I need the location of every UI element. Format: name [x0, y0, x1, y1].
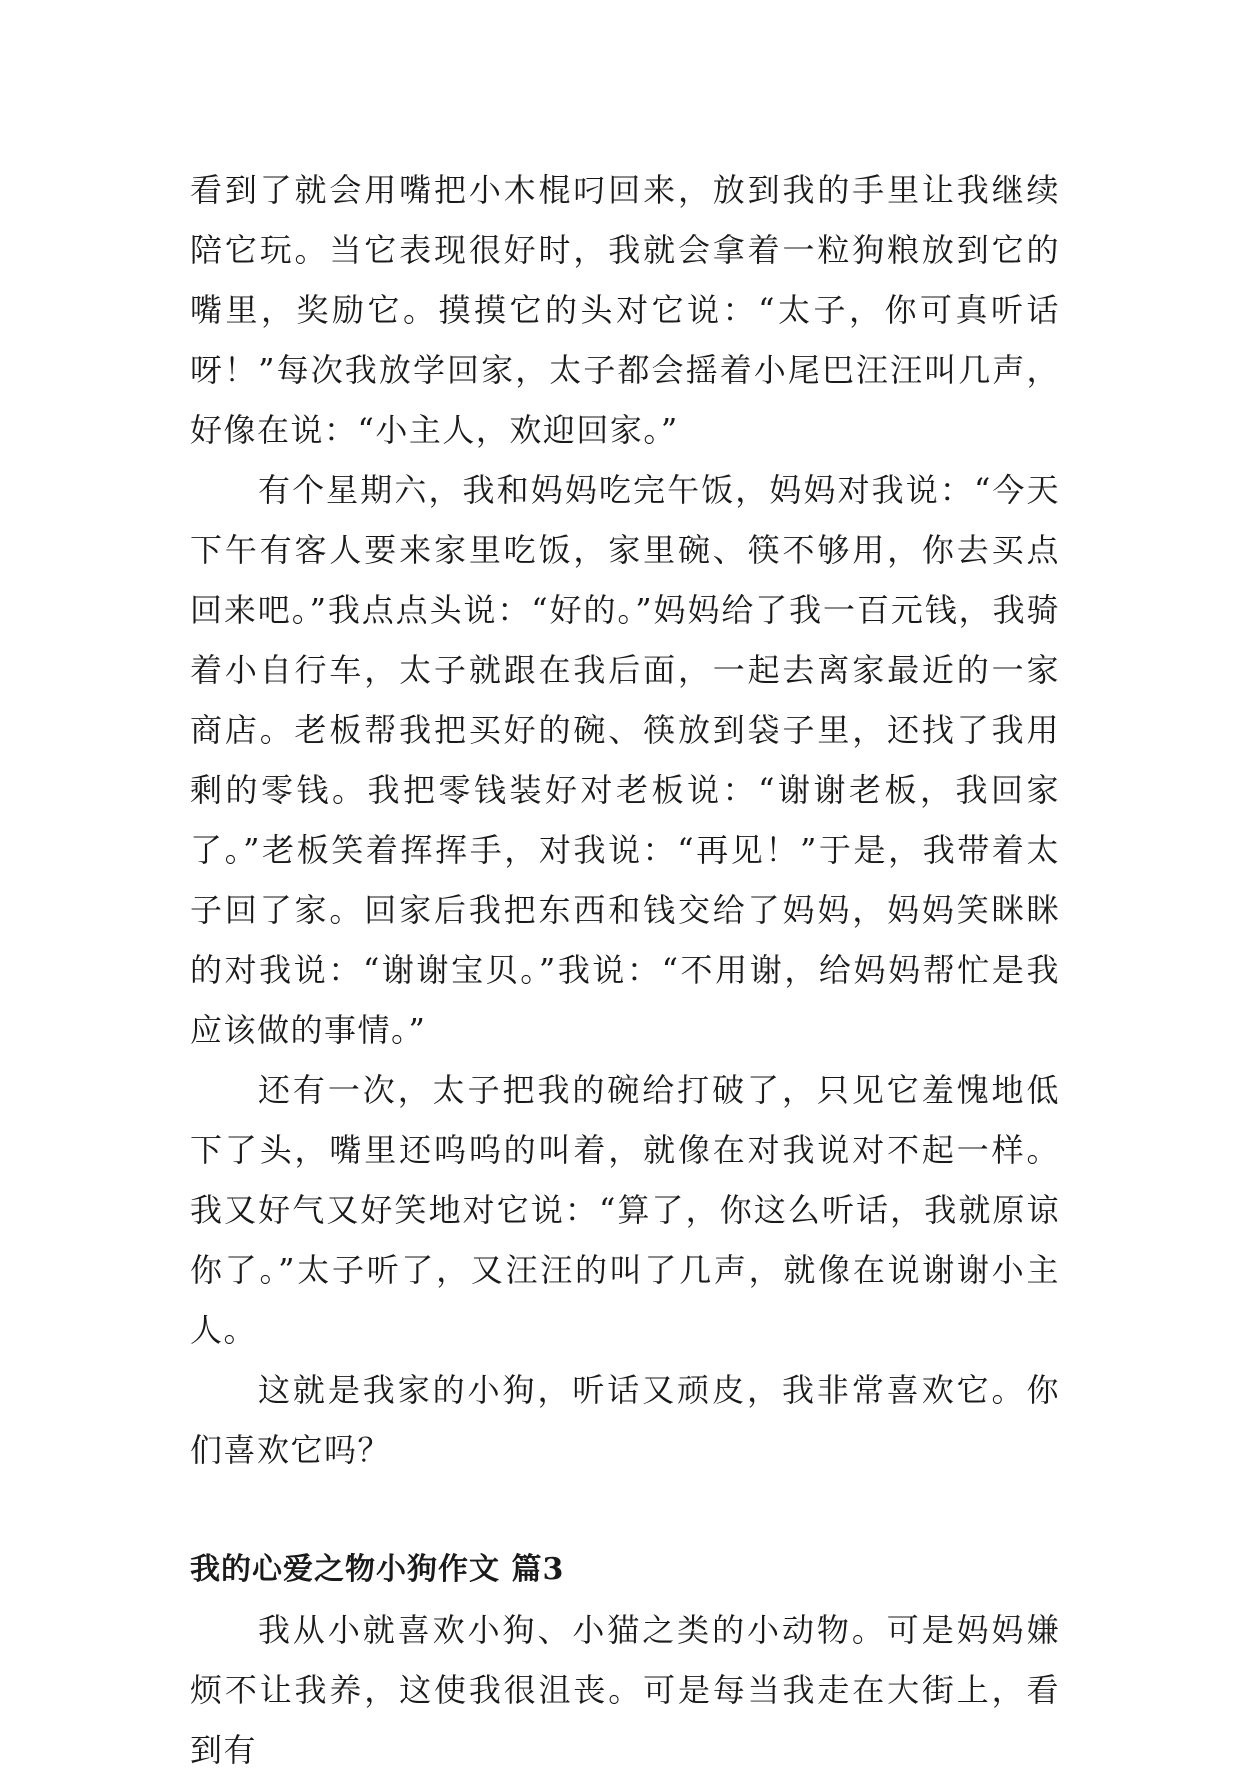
paragraph-continued: 看到了就会用嘴把小木棍叼回来，放到我的手里让我继续陪它玩。当它表现很好时，我就会拿着一粒狗粮放到它的嘴里，奖励它。摸摸它的头对它说：“太子，你可真听话呀！”每次我放学回家，太子都会摇着小尾巴汪汪叫几声，好像在说：“小主人，欢迎回家。” [190, 171, 1060, 449]
section-heading: 我的心爱之物小狗作文 篇3 [190, 1552, 565, 1587]
paragraph-conclusion: 这就是我家的小狗，听话又顽皮，我非常喜欢它。你们喜欢它吗？ [190, 1371, 1060, 1469]
document-body [190, 160, 1060, 1780]
paragraph-section3-intro: 我从小就喜欢小狗、小猫之类的小动物。可是妈妈嫌烦不让我养，这使我很沮丧。可是每当我走在大街上，看到有 [190, 1611, 1060, 1769]
paragraph-saturday-shopping: 有个星期六，我和妈妈吃完午饭，妈妈对我说：“今天下午有客人要来家里吃饭，家里碗、筷不够用，你去买点回来吧。”我点点头说：“好的。”妈妈给了我一百元钱，我骑着小自行车，太子就跟在我后面，一起去离家最近的一家商店。老板帮我把买好的碗、筷放到袋子里，还找了我用剩的零钱。我把零钱装好对老板说：“谢谢老板，我回家了。”老板笑着挥挥手，对我说：“再见！”于是，我带着太子回了家。回家后我把东西和钱交给了妈妈，妈妈笑眯眯的对我说：“谢谢宝贝。”我说：“不用谢，给妈妈帮忙是我应该做的事情。” [190, 471, 1060, 1049]
paragraph-broken-bowl: 还有一次，太子把我的碗给打破了，只见它羞愧地低下了头，嘴里还呜呜的叫着，就像在对我说对不起一样。我又好气又好笑地对它说：“算了，你这么听话，我就原谅你了。”太子听了，又汪汪的叫了几声，就像在说谢谢小主人。 [190, 1071, 1060, 1349]
